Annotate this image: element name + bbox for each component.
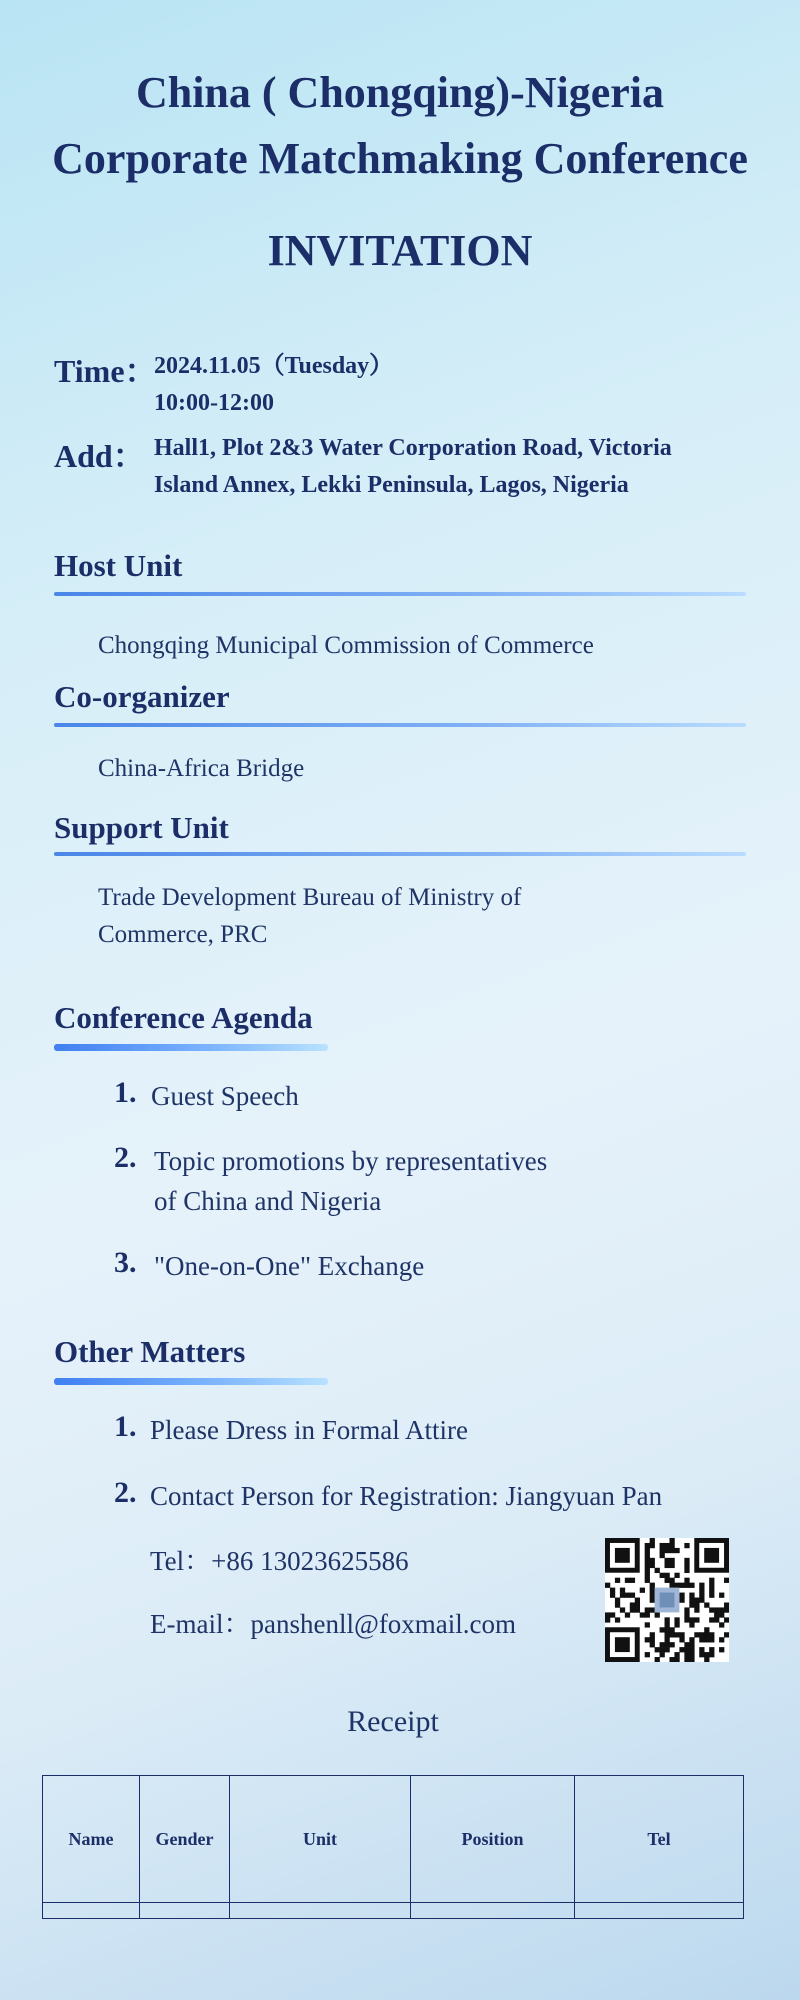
matters-item: Contact Person for Registration: Jiangyuan Pan <box>150 1481 663 1511</box>
column-header-tel: Tel <box>575 1776 744 1903</box>
column-header-gender: Gender <box>140 1776 230 1903</box>
column-header-position: Position <box>411 1776 575 1903</box>
address-line-2: Island Annex, Lekki Peninsula, Lagos, Nigeria <box>154 472 629 498</box>
contact-tel: Tel：+86 13023625586 <box>150 1546 409 1576</box>
time-label: Time： <box>54 353 157 389</box>
co-organizer-heading: Co-organizer <box>54 679 230 714</box>
agenda-item-number: 3. <box>114 1246 137 1279</box>
qr-code-icon <box>605 1538 729 1662</box>
table-cell-position[interactable] <box>411 1903 575 1919</box>
table-cell-tel[interactable] <box>575 1903 744 1919</box>
agenda-item-continued: of China and Nigeria <box>154 1186 382 1216</box>
co-organizer-text: China-Africa Bridge <box>98 755 305 782</box>
contact-email: E-mail：panshenll@foxmail.com <box>150 1609 517 1639</box>
section-divider <box>54 1044 328 1051</box>
agenda-item: Topic promotions by representatives <box>154 1146 548 1176</box>
support-unit-line-1: Trade Development Bureau of Ministry of <box>98 884 522 911</box>
section-divider <box>54 723 746 727</box>
title-line-1: China ( Chongqing)-Nigeria <box>135 68 665 117</box>
table-cell-gender[interactable] <box>140 1903 230 1919</box>
other-matters-heading: Other Matters <box>54 1334 246 1369</box>
time-hours: 10:00-12:00 <box>154 390 274 416</box>
host-unit-text: Chongqing Municipal Commission of Commerce <box>98 632 594 659</box>
support-unit-line-2: Commerce, PRC <box>98 921 268 948</box>
support-unit-heading: Support Unit <box>54 810 229 845</box>
agenda-item-number: 2. <box>114 1141 137 1174</box>
column-header-name: Name <box>43 1776 140 1903</box>
receipt-table <box>42 1775 744 1919</box>
table-cell-name[interactable] <box>43 1903 140 1919</box>
matters-item-number: 1. <box>114 1410 137 1443</box>
table-row <box>43 1903 744 1919</box>
section-divider <box>54 592 746 596</box>
invitation-heading: INVITATION <box>267 226 533 275</box>
matters-item-number: 2. <box>114 1476 137 1509</box>
column-header-unit: Unit <box>230 1776 411 1903</box>
agenda-item: Guest Speech <box>151 1081 299 1111</box>
table-cell-unit[interactable] <box>230 1903 411 1919</box>
section-divider <box>54 1378 328 1385</box>
host-unit-heading: Host Unit <box>54 548 183 583</box>
agenda-item: "One-on-One" Exchange <box>154 1251 425 1281</box>
title-line-2: Corporate Matchmaking Conference <box>52 134 748 183</box>
agenda-heading: Conference Agenda <box>54 1000 313 1035</box>
table-header-row <box>43 1776 744 1903</box>
receipt-title: Receipt <box>347 1705 439 1738</box>
time-date: 2024.11.05（Tuesday） <box>154 353 394 379</box>
address-label: Add： <box>54 438 145 474</box>
matters-item: Please Dress in Formal Attire <box>150 1415 468 1445</box>
agenda-item-number: 1. <box>114 1076 137 1109</box>
section-divider <box>54 852 746 856</box>
address-line-1: Hall1, Plot 2&3 Water Corporation Road, Victoria <box>154 435 672 461</box>
